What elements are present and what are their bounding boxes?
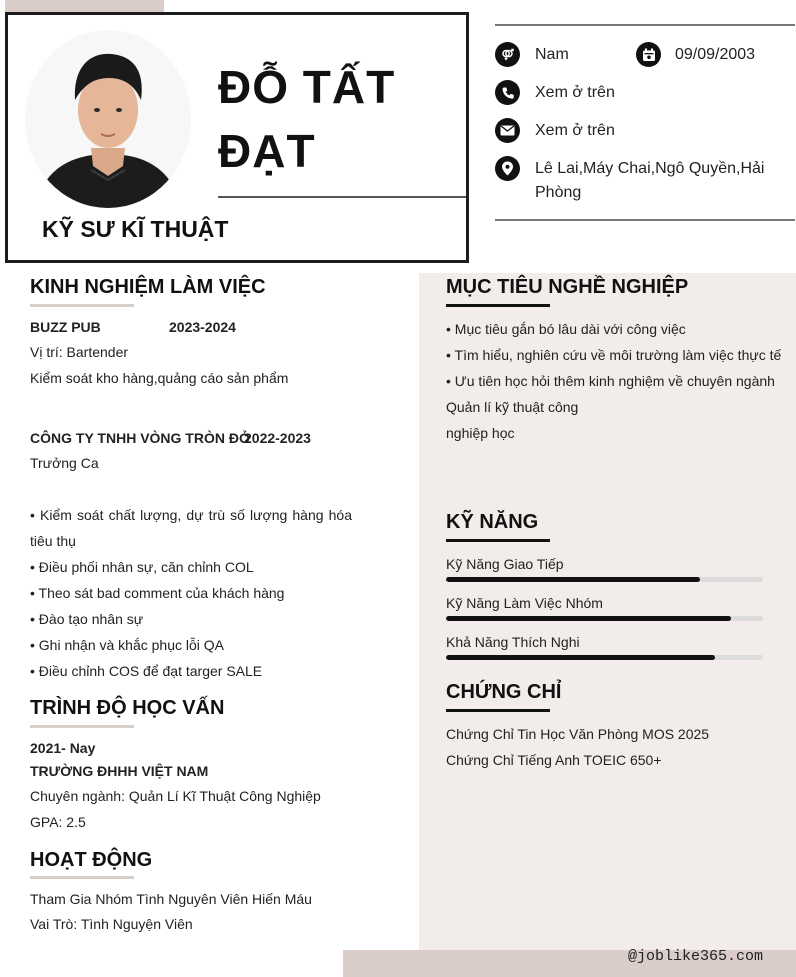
skill-label-3: Khả Năng Thích Nghi — [446, 634, 580, 650]
watermark-text: @joblike365.com — [628, 948, 764, 965]
job1-description: Kiểm soát kho hàng,quảng cáo sản phẩm — [30, 370, 289, 386]
certificates-title-underline — [446, 709, 550, 712]
skill-bar-3-fill — [446, 655, 715, 660]
job-title: KỸ SƯ KĨ THUẬT — [42, 216, 229, 242]
objective-title: MỤC TIÊU NGHỀ NGHIỆP — [446, 276, 689, 298]
phone-icon — [495, 80, 520, 105]
job2-bullet-4: • Đào tạo nhân sự — [30, 611, 144, 627]
contact-divider-bottom — [495, 219, 795, 221]
education-school: TRƯỜNG ĐHHH VIỆT NAM — [30, 763, 209, 779]
activity-line-1: Tham Gia Nhóm Tình Nguyên Viên Hiến Máu — [30, 891, 312, 907]
email-icon — [495, 118, 520, 143]
skill-label-1: Kỹ Năng Giao Tiếp — [446, 556, 564, 572]
objective-line-1: • Mục tiêu gắn bó lâu dài với công việc — [446, 321, 686, 337]
objective-line-2: • Tìm hiểu, nghiên cứu về môi trường làm việc thực tế — [446, 347, 782, 363]
phone-value: Xem ở trên — [535, 84, 615, 101]
job2-bullet-6: • Điều chỉnh COS để đạt targer SALE — [30, 663, 263, 679]
skill-bar-1 — [446, 577, 763, 582]
full-name-line-2: ĐẠT — [218, 125, 316, 177]
birthday-value: 09/09/2003 — [675, 46, 756, 63]
job2-position: Trưởng Ca — [30, 455, 99, 471]
job2-company: CÔNG TY TNHH VÒNG TRÒN ĐỎ — [30, 430, 250, 446]
name-divider — [218, 196, 466, 198]
education-period: 2021- Nay — [30, 740, 96, 756]
education-title-underline — [30, 725, 134, 728]
gender-icon — [495, 42, 520, 67]
job1-period: 2023-2024 — [169, 319, 236, 335]
experience-title: KINH NGHIỆM LÀM VIỆC — [30, 276, 266, 298]
location-icon — [495, 156, 520, 181]
education-title: TRÌNH ĐỘ HỌC VẤN — [30, 697, 225, 719]
address-value — [535, 157, 790, 205]
skill-bar-1-fill — [446, 577, 700, 582]
skills-title-underline — [446, 539, 550, 542]
job1-position: Vị trí: Bartender — [30, 344, 129, 360]
job2-bullet-2: • Điều phối nhân sự, căn chỉnh COL — [30, 559, 254, 575]
activities-title: HOẠT ĐỘNG — [30, 849, 153, 871]
job2-bullet-5: • Ghi nhận và khắc phục lỗi QA — [30, 637, 225, 653]
activities-title-underline — [30, 876, 134, 879]
education-gpa: GPA: 2.5 — [30, 814, 86, 830]
profile-photo — [25, 30, 191, 208]
calendar-icon — [636, 42, 661, 67]
full-name-line-1: ĐỖ TẤT — [218, 61, 396, 113]
certificate-2: Chứng Chỉ Tiếng Anh TOEIC 650+ — [446, 752, 662, 768]
education-major: Chuyên ngành: Quản Lí Kĩ Thuật Công Nghiệp — [30, 788, 321, 804]
activity-line-2: Vai Trò: Tình Nguyện Viên — [30, 916, 193, 932]
skill-bar-2-fill — [446, 616, 731, 621]
address-line-2: Phòng — [535, 184, 582, 201]
email-value: Xem ở trên — [535, 122, 615, 139]
certificate-1: Chứng Chỉ Tin Học Văn Phòng MOS 2025 — [446, 726, 710, 742]
gender-value: Nam — [535, 46, 569, 63]
job2-period: 2022-2023 — [244, 430, 311, 446]
address-line-1: Lê Lai,Máy Chai,Ngô Quyền,Hải — [535, 160, 765, 177]
objective-line-3: • Ưu tiên học hỏi thêm kinh nghiệm về chuyên ngành — [446, 373, 775, 389]
full-name — [218, 55, 395, 183]
contact-divider-top — [495, 24, 795, 26]
job2-bullet-3: • Theo sát bad comment của khách hàng — [30, 585, 285, 601]
objective-title-underline — [446, 304, 550, 307]
job1-company: BUZZ PUB — [30, 319, 101, 335]
skill-bar-2 — [446, 616, 763, 621]
skill-label-2: Kỹ Năng Làm Việc Nhóm — [446, 595, 603, 611]
skills-title: KỸ NĂNG — [446, 511, 539, 533]
certificates-title: CHỨNG CHỈ — [446, 681, 562, 703]
objective-line-5: nghiệp học — [446, 425, 515, 441]
experience-title-underline — [30, 304, 134, 307]
objective-line-4: Quản lí kỹ thuật công — [446, 399, 579, 415]
skill-bar-3 — [446, 655, 763, 660]
job2-bullet-1: • Kiểm soát chất lượng, dự trù số lượng hàng hóa tiêu thụ — [30, 507, 352, 549]
